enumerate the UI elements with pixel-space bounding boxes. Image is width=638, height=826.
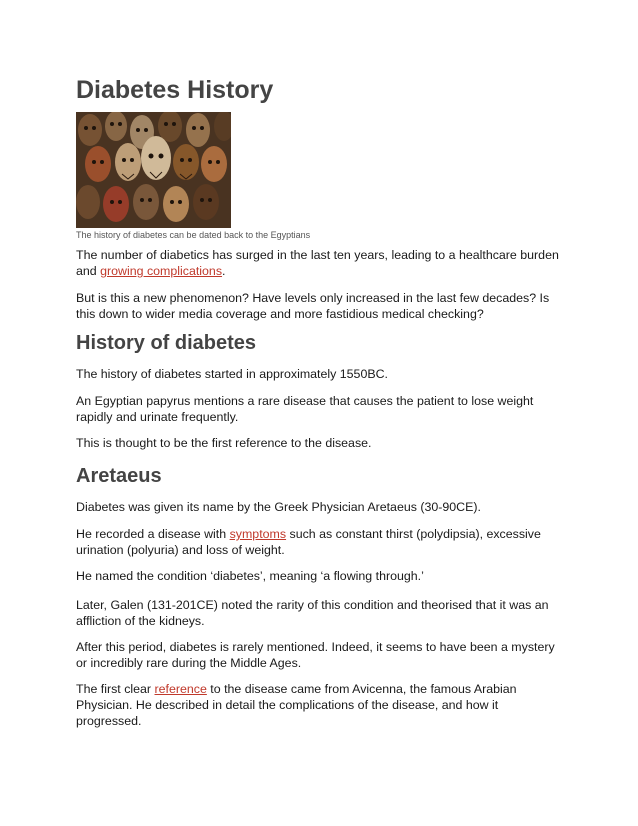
aretaeus-text-5: After this period, diabetes is rarely mentioned. Indeed, it seems to have been a mystery or incredibly rare during the Middle Ages. — [76, 640, 555, 670]
aretaeus-text-2-end: such as constant thirst (polydipsia), excessive urination (polyuria) and loss of weight. — [76, 527, 541, 557]
aretaeus-paragraph-1 — [76, 499, 566, 515]
aretaeus-text-6: The first clear — [76, 682, 155, 696]
aretaeus-paragraph-3 — [76, 568, 566, 584]
aretaeus-section — [76, 465, 566, 488]
history-paragraph-3 — [76, 435, 566, 451]
aretaeus-paragraph-2 — [76, 526, 566, 558]
reference-link[interactable]: reference — [154, 682, 207, 696]
aretaeus-paragraph-5 — [76, 639, 566, 671]
aretaeus-text-3: He named the condition ‘diabetes’, meaning ‘a flowing through.’ — [76, 569, 424, 583]
intro-question-text: But is this a new phenomenon? Have levels only increased in the last few decades? Is this down to wider media coverage and more fastidious medical checking? — [76, 291, 550, 321]
aretaeus-heading: Aretaeus — [76, 465, 162, 487]
history-paragraph-1 — [76, 366, 566, 382]
intro-paragraph-2 — [76, 290, 566, 322]
history-text-3: This is thought to be the first reference to the disease. — [76, 436, 372, 450]
aretaeus-text-6-end: to the disease came from Avicenna, the famous Arabian Physician. He described in detail the complications of the disease, and how it progressed. — [76, 682, 517, 728]
history-paragraph-2 — [76, 393, 566, 425]
page-title: Diabetes History — [76, 76, 274, 104]
ritual-masks-photo-icon — [76, 112, 231, 228]
intro-text: The number of diabetics has surged in the last ten years, leading to a healthcare burden and — [76, 248, 559, 278]
history-section — [76, 332, 566, 355]
history-text-1: The history of diabetes started in approximately 1550BC. — [76, 367, 388, 381]
history-heading: History of diabetes — [76, 332, 257, 354]
symptoms-link[interactable]: symptoms — [229, 527, 287, 541]
intro-paragraph-1 — [76, 247, 566, 279]
history-text-2: An Egyptian papyrus mentions a rare disease that causes the patient to lose weight rapidly and urinate frequently. — [76, 394, 534, 424]
aretaeus-text-1: Diabetes was given its name by the Greek Physician Aretaeus (30-90CE). — [76, 500, 481, 514]
aretaeus-text-2: He recorded a disease with — [76, 527, 230, 541]
growing-complications-link[interactable]: growing complications — [100, 264, 223, 278]
aretaeus-paragraph-4 — [76, 597, 566, 629]
aretaeus-paragraph-6 — [76, 681, 566, 729]
intro-text-end: . — [222, 264, 226, 278]
aretaeus-text-4: Later, Galen (131-201CE) noted the rarity of this condition and theorised that it was an affliction of the kidneys. — [76, 598, 549, 628]
image-caption: The history of diabetes can be dated back to the Egyptians — [76, 230, 311, 240]
